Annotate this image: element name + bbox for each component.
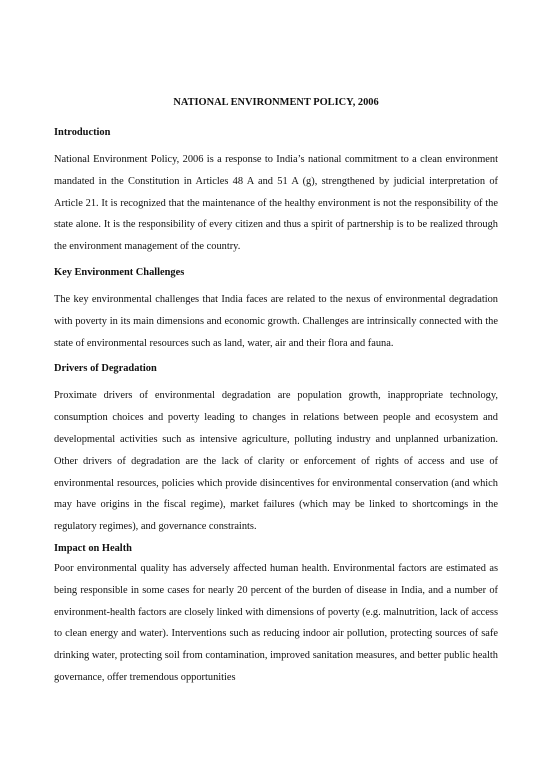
section-heading-impact-on-health: Impact on Health	[54, 542, 132, 554]
section-text-drivers-of-degradation: Proximate drivers of environmental degradation are population growth, inappropriate technology, consumption choices and poverty leading to changes in relations between people and ecosystem and developmental activities such as intensive agriculture, polluting industry and unplanned urbanization. Other drivers of degradation are the lack of clarity or enforcement of rights of access and use of environmental resources, policies which provide disincentives for environmental conservation (and which may have origins in the fiscal regime), market failures (which may be linked to shortcomings in the regulatory regimes), and governance constraints.	[54, 390, 498, 533]
document-page	[54, 96, 498, 697]
section-text-introduction: National Environment Policy, 2006 is a response to India’s national commitment to a clean environment mandated in the Constitution in Articles 48 A and 51 A (g), strengthened by judicial interpretation of Article 21. It is recognized that the maintenance of the healthy environment is not the responsibility of the state alone. It is the responsibility of every citizen and thus a spirit of partnership is to be realized through the environment management of the country.	[54, 154, 498, 253]
section-heading-drivers-of-degradation: Drivers of Degradation	[54, 363, 157, 375]
section-text-key-environment-challenges: The key environmental challenges that India faces are related to the nexus of environmental degradation with poverty in its main dimensions and economic growth. Challenges are intrinsically connected with the state of environmental resources such as land, water, air and their flora and fauna.	[54, 293, 498, 349]
section-heading-introduction: Introduction	[54, 127, 111, 138]
document-title: NATIONAL ENVIRONMENT POLICY, 2006	[173, 97, 379, 108]
section-heading-key-environment-challenges: Key Environment Challenges	[54, 266, 185, 278]
section-text-impact-on-health: Poor environmental quality has adversely affected human health. Environmental factors are estimated as being responsible in some cases for nearly 20 percent of the burden of disease in India, and a number of environment-health factors are closely linked with dimensions of poverty (e.g. malnutrition, lack of access to clean energy and water). Interventions such as reducing indoor air pollution, protecting sources of safe drinking water, protecting soil from contamination, improved sanitation measures, and better public health governance, offer tremendous opportunities	[54, 562, 498, 683]
